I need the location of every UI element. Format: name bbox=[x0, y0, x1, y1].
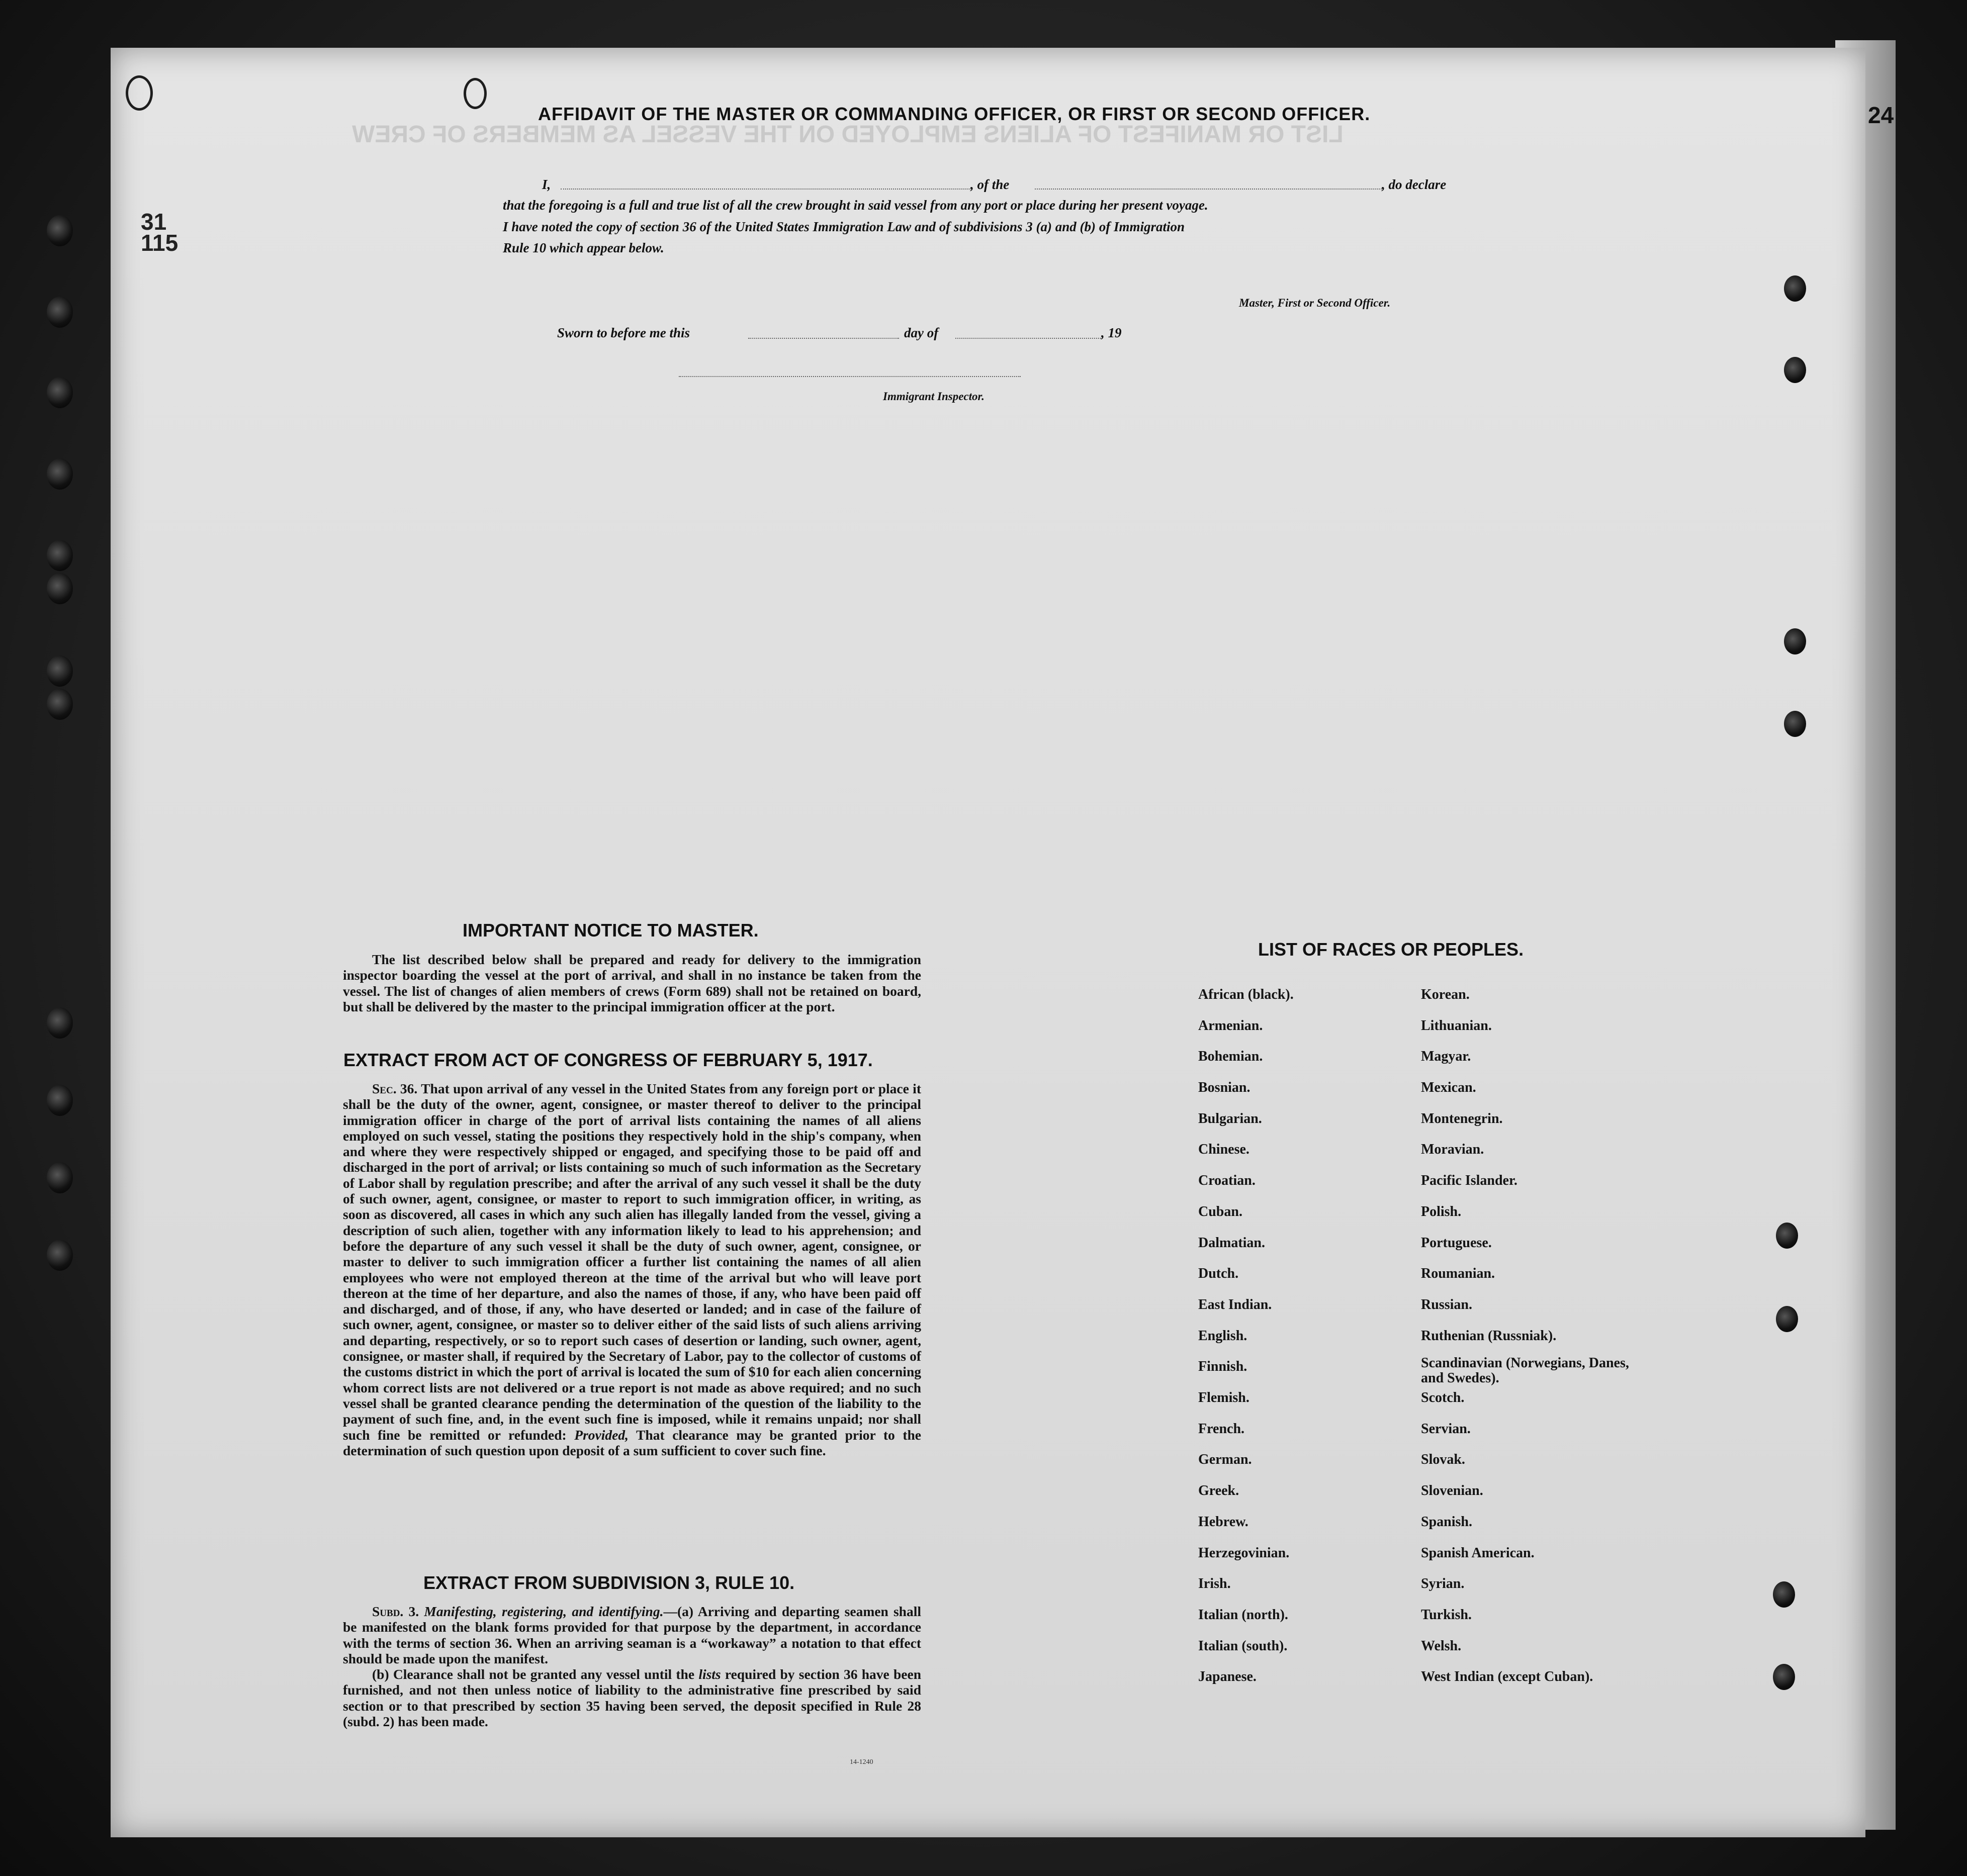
race-item: Syrian. bbox=[1421, 1576, 1465, 1591]
punch-hole bbox=[47, 573, 73, 604]
extract-act-title: EXTRACT FROM ACT OF CONGRESS OF FEBRUARY 5, 1917. bbox=[343, 1050, 873, 1070]
race-item: Moravian. bbox=[1421, 1142, 1484, 1157]
page-number: 24 bbox=[1868, 102, 1894, 128]
race-item: Scandinavian (Norwegians, Danes, and Swedes). bbox=[1421, 1355, 1629, 1386]
punch-hole bbox=[47, 297, 73, 328]
subdivision-a: —(a) Arriving and departing seamen shall be manifested on the blank forms provided for that purpose by the department, in accordance with the terms of section 36. When an arriving seaman is a “workaway” a notation to that effect should be made upon the manifest. bbox=[343, 1604, 921, 1666]
race-item: Irish. bbox=[1198, 1576, 1231, 1591]
race-item: Lithuanian. bbox=[1421, 1018, 1492, 1034]
punch-hole bbox=[47, 1007, 73, 1039]
handwritten-annotation: 31 115 bbox=[141, 209, 178, 256]
punch-hole bbox=[47, 1162, 73, 1193]
provided-term: Provided, bbox=[574, 1427, 629, 1443]
notice-body: The list described below shall be prepared and ready for delivery to the immigration inspector boarding the vessel at the port of arrival, and shall in no instance be taken from the vessel. The list of changes of alien members of crews (Form 689) shall not be retained on board, but shall be delivered by the master to the principal immigration officer at the port. bbox=[343, 952, 921, 1014]
affidavit-line-2: that the foregoing is a full and true list of all the crew brought in said vessel from any port or place during her present voyage. bbox=[503, 198, 1208, 213]
blank-name-line bbox=[561, 189, 970, 190]
race-item: Polish. bbox=[1421, 1204, 1462, 1220]
punch-hole bbox=[1784, 357, 1806, 383]
race-item: Mexican. bbox=[1421, 1080, 1476, 1095]
year-label: , 19 bbox=[1101, 325, 1122, 340]
affidavit-line-4: Rule 10 which appear below. bbox=[503, 240, 664, 255]
affidavit-line-3: I have noted the copy of section 36 of the United States Immigration Law and of subdivisions 3 (a) and (b) of Immigration bbox=[503, 219, 1185, 234]
blank-month-line bbox=[955, 338, 1101, 339]
race-item: Korean. bbox=[1421, 987, 1470, 1002]
race-item: Ruthenian (Russniak). bbox=[1421, 1328, 1557, 1344]
punch-ring bbox=[464, 78, 487, 109]
race-item: Slovenian. bbox=[1421, 1483, 1483, 1498]
race-item: Armenian. bbox=[1198, 1018, 1263, 1034]
bleed-through-title: LIST OR MANIFEST OF ALIENS EMPLOYED ON THE VESSEL AS MEMBERS OF CREW bbox=[352, 121, 1344, 148]
extract-act-text bbox=[343, 1081, 921, 1458]
document-page bbox=[111, 48, 1865, 1837]
punch-hole bbox=[47, 540, 73, 571]
race-item: Roumanian. bbox=[1421, 1266, 1495, 1281]
race-item: Dalmatian. bbox=[1198, 1235, 1265, 1251]
punch-hole bbox=[1784, 628, 1806, 654]
affidavit-title: AFFIDAVIT OF THE MASTER OR COMMANDING OFFICER, OR FIRST OR SECOND OFFICER. bbox=[538, 104, 1371, 124]
race-item: French. bbox=[1198, 1421, 1245, 1437]
race-item: Pacific Islander. bbox=[1421, 1173, 1517, 1188]
race-item: Flemish. bbox=[1198, 1390, 1249, 1405]
punch-hole bbox=[1776, 1306, 1798, 1332]
race-item: East Indian. bbox=[1198, 1297, 1272, 1312]
subdivision-b-start: (b) Clearance shall not be granted any vessel until the bbox=[372, 1666, 695, 1682]
punch-hole bbox=[47, 655, 73, 687]
race-item: Hebrew. bbox=[1198, 1514, 1248, 1530]
race-item: African (black). bbox=[1198, 987, 1294, 1002]
punch-ring bbox=[126, 75, 153, 111]
race-item: German. bbox=[1198, 1452, 1252, 1467]
punch-hole bbox=[1784, 711, 1806, 737]
race-item: Scotch. bbox=[1421, 1390, 1465, 1405]
sworn-label: Sworn to before me this bbox=[557, 325, 690, 340]
inspector-label: Immigrant Inspector. bbox=[883, 390, 985, 403]
race-item: Servian. bbox=[1421, 1421, 1471, 1437]
race-item: Croatian. bbox=[1198, 1173, 1256, 1188]
race-item: Bohemian. bbox=[1198, 1049, 1263, 1064]
race-item: Bosnian. bbox=[1198, 1080, 1250, 1095]
race-item: Dutch. bbox=[1198, 1266, 1239, 1281]
race-item: Slovak. bbox=[1421, 1452, 1465, 1467]
punch-hole bbox=[1773, 1581, 1795, 1608]
race-item: Chinese. bbox=[1198, 1142, 1249, 1157]
blank-day-line bbox=[748, 338, 899, 339]
race-item: Spanish. bbox=[1421, 1514, 1472, 1530]
affidavit-of-the: , of the bbox=[970, 177, 1010, 192]
punch-hole bbox=[47, 1085, 73, 1116]
race-item: Herzegovinian. bbox=[1198, 1545, 1290, 1561]
subdivision-b-end: required by section 36 have been furnished, and not then unless notice of liability to the administrative fine prescribed by said section or to that prescribed by section 35 having been served, the deposit specified in Rule 28 (subd. 2) has been made. bbox=[343, 1666, 921, 1730]
punch-hole bbox=[1784, 275, 1806, 302]
races-title: LIST OF RACES OR PEOPLES. bbox=[1258, 939, 1524, 960]
subdivision-heading: Manifesting, registering, and identifying. bbox=[424, 1604, 664, 1619]
section-36-end: That clearance may be granted prior to the determination of such question upon deposit of a sum sufficient to cover such fine. bbox=[343, 1427, 921, 1458]
punch-hole bbox=[1776, 1223, 1798, 1249]
section-label: Sec. 36. bbox=[372, 1081, 418, 1096]
race-item: English. bbox=[1198, 1328, 1247, 1344]
punch-hole bbox=[1773, 1664, 1795, 1690]
race-item: Turkish. bbox=[1421, 1607, 1472, 1623]
punch-hole bbox=[47, 458, 73, 490]
subdivision-label: Subd. 3. bbox=[372, 1604, 419, 1619]
punch-hole bbox=[47, 215, 73, 246]
section-36-body: That upon arrival of any vessel in the United States from any foreign port or place it shall be the duty of the owner, agent, consignee, or master thereof to deliver to the principal immigration officer in charge of the port of arrival lists containing the names of all aliens employed on such vessel, stating the positions they respectively hold in the ship's company, when and where they were respectively shipped or engaged, and specifying those to be paid off and discharged in the port of arrival; or lists containing so much of such information as the Secretary of Labor shall by regulation prescribe; and after the arrival of any such vessel it shall be the duty of such owner, agent, consignee, or master to report to such immigration officer, in writing, as soon as discovered, all cases in which any such alien has illegally landed from the vessel, giving a description of such alien, together with any information likely to lead to his apprehension; and before the departure of any such vessel it shall be the duty of such owner, agent, consignee, or master to deliver to such immigration officer a further list containing the names of all alien employees who were not employed thereon at the time of the arrival but who will leave port thereon at the time of her departure, and also the names of those, if any, who have been paid off and discharged, and of those, if any, who have deserted or landed; and in case of the failure of such owner, agent, consignee, or master so to deliver either of the said lists of such aliens arriving and departing, respectively, or so to report such cases of desertion or landing, such owner, agent, consignee, or master shall, if required by the Secretary of Labor, pay to the collector of customs of the customs district in which the port of arrival is located the sum of $10 for each alien concerning whom correct lists are not delivered or a true report is not made as above required; and no such vessel shall be granted clearance pending the determination of the question of the liability to the payment of such fine, and, in the event such fine is imposed, while it remains unpaid; nor shall such fine be remitted or refunded: bbox=[343, 1081, 921, 1443]
race-item: Montenegrin. bbox=[1421, 1111, 1503, 1127]
extract-rule-title: EXTRACT FROM SUBDIVISION 3, RULE 10. bbox=[423, 1572, 795, 1593]
race-item: Magyar. bbox=[1421, 1049, 1471, 1064]
lists-term: lists bbox=[698, 1666, 721, 1682]
affidavit-declare: , do declare bbox=[1382, 177, 1447, 192]
blank-vessel-line bbox=[1035, 189, 1382, 190]
punch-hole bbox=[47, 689, 73, 720]
race-item: Spanish American. bbox=[1421, 1545, 1535, 1561]
master-signature-label: Master, First or Second Officer. bbox=[1239, 297, 1391, 309]
race-item: Finnish. bbox=[1198, 1359, 1247, 1374]
day-of-label: day of bbox=[904, 325, 939, 340]
notice-title: IMPORTANT NOTICE TO MASTER. bbox=[463, 920, 759, 941]
race-item: Greek. bbox=[1198, 1483, 1239, 1498]
race-item: Italian (north). bbox=[1198, 1607, 1288, 1623]
form-number: 14-1240 bbox=[850, 1758, 873, 1766]
affidavit-i: I, bbox=[542, 177, 551, 192]
race-item: Bulgarian. bbox=[1198, 1111, 1262, 1127]
race-item: West Indian (except Cuban). bbox=[1421, 1669, 1593, 1684]
race-item: Italian (south). bbox=[1198, 1638, 1288, 1654]
race-item: Russian. bbox=[1421, 1297, 1472, 1312]
race-item: Welsh. bbox=[1421, 1638, 1462, 1654]
punch-hole bbox=[47, 1240, 73, 1271]
inspector-signature-line bbox=[679, 376, 1021, 377]
punch-hole bbox=[47, 377, 73, 408]
race-item: Japanese. bbox=[1198, 1669, 1257, 1684]
extract-rule-text bbox=[343, 1604, 921, 1729]
race-item: Portuguese. bbox=[1421, 1235, 1492, 1251]
race-item: Cuban. bbox=[1198, 1204, 1242, 1220]
notice-text bbox=[343, 952, 921, 1014]
